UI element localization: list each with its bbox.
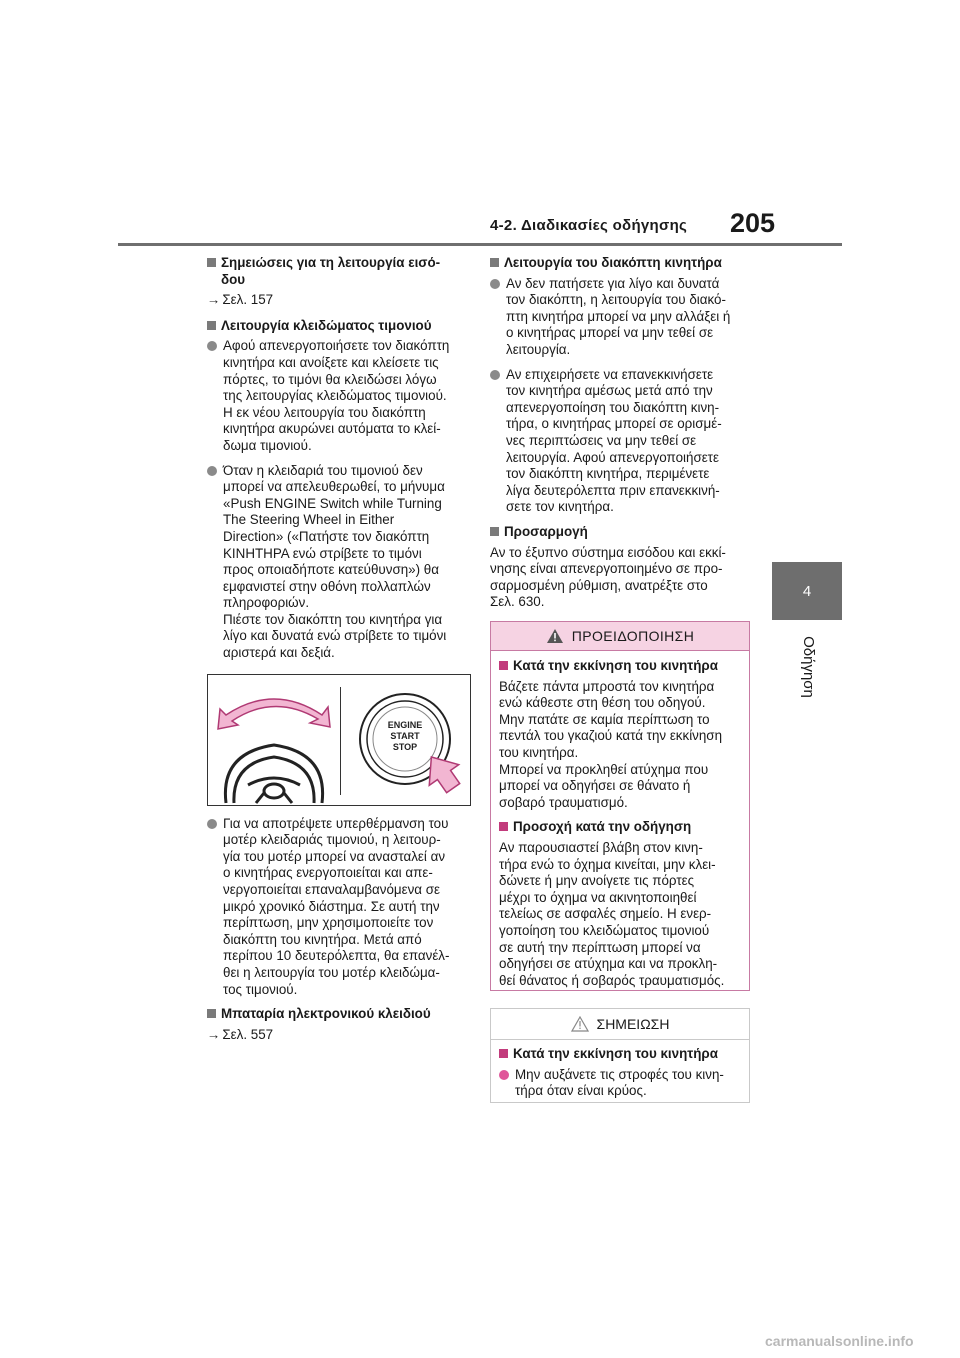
section-heading: [207, 255, 469, 288]
paragraph: Αν παρουσιαστεί βλάβη στον κινη- τήρα ενώ το όχημα κινείται, μην κλει- δώνετε ή μην ανοίγετε τις πόρτες μέχρι το όχημα να ακινητοποιηθεί τελείως σε ασφαλές σημείο. Η ενερ- γοποίηση του κλειδώματος τιμονιού σε αυτή την περίπτωση μπορεί να οδηγήσει σε ατύχημα και να προκλη- θεί θάνατος ή σοβαρός τραυματισμός.: [499, 839, 725, 988]
bullet-text: Μην αυξάνετε τις στροφές του κινη- τήρα όταν είναι κρύος.: [515, 1066, 724, 1099]
list-item: [207, 816, 469, 999]
steering-figure: [207, 674, 471, 806]
page-reference[interactable]: [207, 292, 469, 309]
list-item: [499, 1067, 741, 1100]
square-bullet-icon: [207, 258, 216, 267]
left-column: [207, 255, 469, 1052]
list-item: [490, 276, 752, 359]
heading-text: Κατά την εκκίνηση του κινητήρα: [513, 658, 718, 673]
round-bullet-icon: [490, 279, 500, 289]
chapter-tab[interactable]: [772, 562, 842, 620]
steering-wheel-icon: [225, 745, 322, 803]
section-heading: [207, 318, 469, 335]
list-item: [207, 338, 469, 454]
chapter-label: Οδήγηση: [800, 636, 817, 698]
square-bullet-icon: [207, 321, 216, 330]
heading-text: Σημειώσεις για τη λειτουργία εισό- δου: [221, 255, 441, 287]
list-item: [207, 463, 469, 662]
list-item: [490, 367, 752, 516]
round-bullet-icon: [207, 341, 217, 351]
paragraph: Βάζετε πάντα μπροστά τον κινητήρα ενώ κάθεστε στη θέση του οδηγού. Μην πατάτε σε καμία περίπτωση το πεντάλ του γκαζιού κατά την εκκίνηση του κινητήρα. Μπορεί να προκληθεί ατύχημα που μπορεί να οδηγήσει σε θάνατο ή σοβαρό τραυματισμό.: [499, 678, 723, 810]
engine-start-button-illustration: [340, 675, 470, 805]
square-bullet-icon: [499, 1049, 508, 1058]
bullet-text: Αφού απενεργοποιήσετε τον διακόπτη κινητήρα και ανοίξετε και κλείσετε τις πόρτες, το τιμόνι θα κλειδώσει λόγω της λειτουργίας κλειδώματος τιμονιού. Η εκ νέου λειτουργία του διακόπτη κινητήρα ακυρώνει αυτόματα το κλεί- δωμα τιμονιού.: [223, 338, 450, 453]
section-heading: [499, 819, 741, 836]
paragraph: Αν το έξυπνο σύστημα εισόδου και εκκί- νησης είναι απενεργοποιημένο σε προ- σαρμοσμένη ρύθμιση, ανατρέξτε στο Σελ. 630.: [490, 544, 726, 610]
heading-text: Προσαρμογή: [504, 523, 588, 539]
section-heading: [499, 658, 741, 675]
heading-text: Λειτουργία κλειδώματος τιμονιού: [221, 317, 432, 333]
round-bullet-icon: [499, 1070, 509, 1080]
header-divider: [118, 243, 842, 246]
page-number: 205: [730, 208, 776, 238]
heading-text: Λειτουργία του διακόπτη κινητήρα: [504, 255, 722, 270]
rotate-arrow-icon: [218, 699, 330, 729]
warning-title: ΠΡΟΕΙΔΟΠΟΙΗΣΗ: [571, 627, 695, 644]
round-bullet-icon: [207, 466, 217, 476]
section-title: 4-2. Διαδικασίες οδήγησης: [490, 217, 688, 234]
note-box: [490, 1008, 750, 1103]
round-bullet-icon: [207, 819, 217, 829]
warning-header: [491, 622, 749, 651]
warning-triangle-icon: [546, 628, 564, 644]
reference-text: Σελ. 557: [222, 1026, 274, 1042]
section-heading: [207, 1006, 469, 1023]
caution-triangle-icon: [571, 1016, 589, 1032]
square-bullet-icon: [499, 661, 508, 670]
right-column: [490, 255, 752, 619]
bullet-text: Όταν η κλειδαριά του τιμονιού δεν μπορεί να απελευθερωθεί, το μήνυμα «Push ENGINE Switch while Turning The Steering Wheel in Either Direction» («Πατήστε τον διακόπτη ΚΙΝΗΤΗΡΑ ενώ στρίβετε το τιμόνι προς οποιαδήποτε κατεύθυνση») θα εμφανιστεί στην οθόνη πολλαπλών πληροφοριών. Πιέστε τον διακόπτη του κινητήρα για λίγο και δυνατά ενώ στρίβετε το τιμόνι αριστερά και δεξιά.: [223, 462, 447, 661]
button-label-line: START: [390, 730, 420, 741]
button-label-line: ENGINE: [387, 719, 423, 730]
square-bullet-icon: [490, 527, 499, 536]
reference-text: Σελ. 157: [222, 292, 274, 308]
button-label-line: STOP: [392, 741, 418, 752]
round-bullet-icon: [490, 370, 500, 380]
page-reference[interactable]: [207, 1027, 469, 1044]
section-heading: [490, 524, 752, 541]
heading-text: Μπαταρία ηλεκτρονικού κλειδιού: [221, 1006, 431, 1022]
watermark: carmanualsonline.info: [765, 1333, 914, 1349]
section-heading: [490, 255, 752, 272]
section-heading: [499, 1046, 741, 1063]
heading-text: Προσοχή κατά την οδήγηση: [513, 819, 692, 835]
warning-body: [491, 651, 749, 989]
bullet-text: Αν δεν πατήσετε για λίγο και δυνατά τον διακόπτη, η λειτουργία του διακό- πτη κινητήρα μπορεί να μην αλλάξει ή ο κινητήρας μπορεί να μην τεθεί σε λειτουργία.: [506, 275, 731, 357]
heading-text: Κατά την εκκίνηση του κινητήρα: [513, 1046, 718, 1061]
bullet-text: Για να αποτρέψετε υπερθέρμανση του μοτέρ κλειδαριάς τιμονιού, η λειτουρ- γία του μοτέρ μπορεί να ανασταλεί αν ο κινητήρας ενεργοποιείται και απε- νεργοποιείται επαναλαμβανόμενα σε μικρό χρονικό διάστημα. Σε αυτή την περίπτωση, μην χρησιμοποιείτε τον διακόπτη του κινητήρα. Μετά από περίπου 10 δευτερόλεπτα, θα επανέλ- θει η λειτουργία του μοτέρ κλειδώμα- τος τιμονιού.: [223, 815, 450, 997]
square-bullet-icon: [490, 258, 499, 267]
chapter-number: 4: [802, 582, 812, 600]
note-header: [491, 1009, 749, 1040]
note-title: ΣΗΜΕΙΩΣΗ: [596, 1015, 670, 1032]
bullet-text: Αν επιχειρήσετε να επανεκκινήσετε τον κινητήρα αμέσως μετά από την απενεργοποίηση του διακόπτη κινη- τήρα, ο κινητήρας μπορεί σε ορισμέ- νες περιπτώσεις να μην τεθεί σε λειτουργία. Αφού απενεργοποιήσετε τον διακόπτη κινητήρα, περιμένετε λίγα δευτερόλεπτα πριν επανεκκινή- σετε τον κινητήρα.: [506, 366, 722, 515]
square-bullet-icon: [499, 822, 508, 831]
square-bullet-icon: [207, 1009, 216, 1018]
note-body: [491, 1040, 749, 1100]
arrow-right-icon: →: [207, 1026, 221, 1042]
warning-box: [490, 621, 750, 991]
arrow-right-icon: →: [207, 292, 221, 308]
